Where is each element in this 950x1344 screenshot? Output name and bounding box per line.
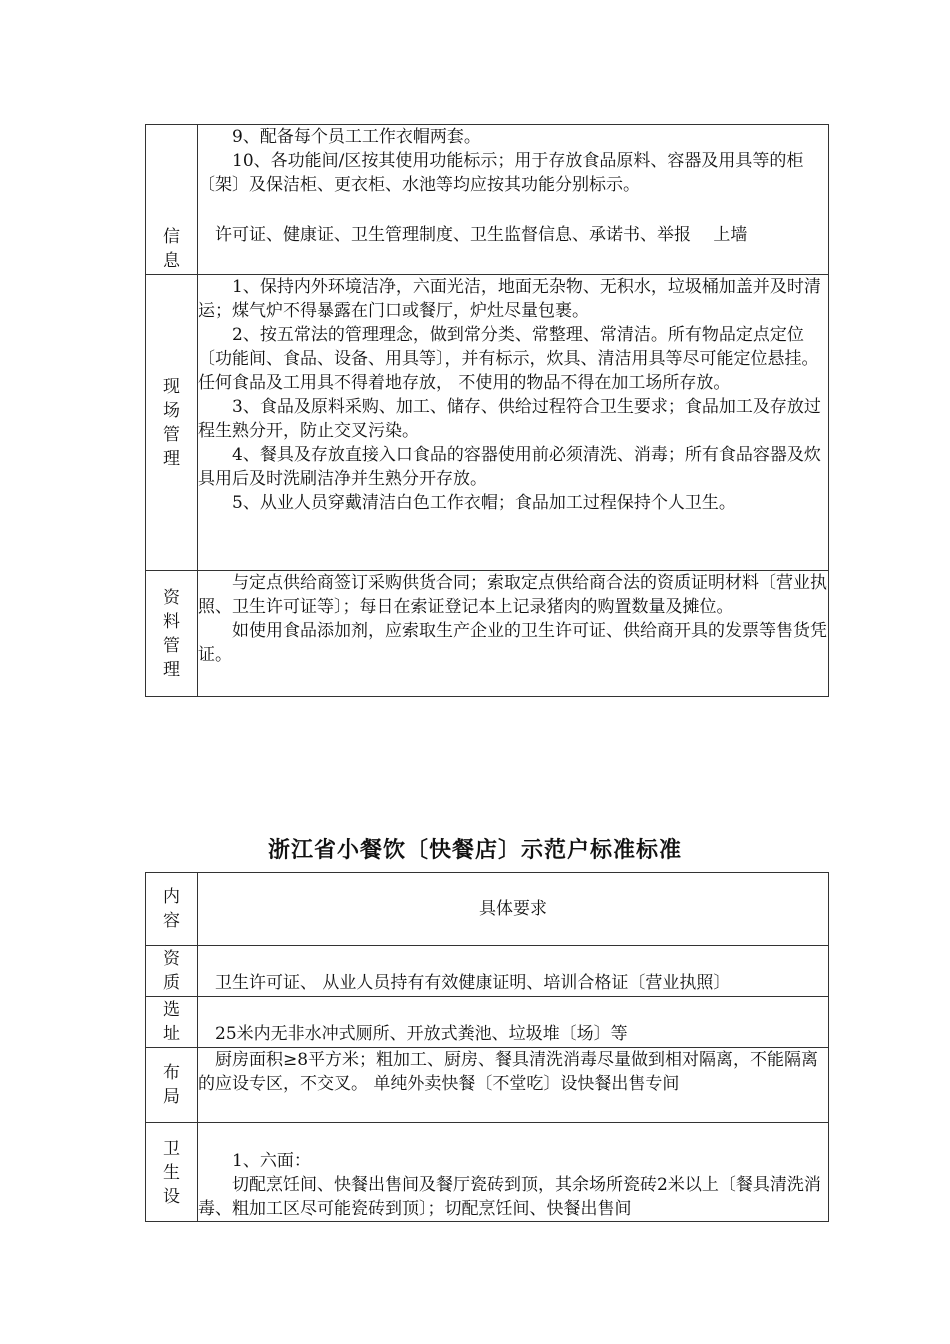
standards-table xyxy=(145,872,829,1222)
text-line: 如使用食品添加剂，应索取生产企业的卫生许可证、供给商开具的发票等售货凭证。 xyxy=(198,621,827,665)
row-label xyxy=(146,571,198,697)
table-header-row xyxy=(146,873,829,946)
label-text: 现场管理 xyxy=(163,376,180,469)
label-text: 信息 xyxy=(163,227,180,271)
text-line: 10、各功能间/区按其使用功能标示；用于存放食品原料、容器及用具等的柜〔架〕及保洁柜、更衣柜、水池等均应按其功能分别标示。 xyxy=(198,151,804,195)
row-content xyxy=(198,275,829,571)
text-line: 5、从业人员穿戴清洁白色工作衣帽；食品加工过程保持个人卫生。 xyxy=(232,493,736,513)
text-line: 厨房面积≥8平方米；粗加工、厨房、餐具清洗消毒尽量做到相对隔离，不能隔离的应设专区，不交叉。 单纯外卖快餐〔不堂吃〕设快餐出售专间 xyxy=(198,1050,819,1094)
row-label xyxy=(146,275,198,571)
text-line: 与定点供给商签订采购供货合同；索取定点供给商合法的资质证明材料〔营业执照、卫生许可证等〕；每日在索证登记本上记录猪肉的购置数量及摊位。 xyxy=(198,573,827,617)
row-content xyxy=(198,946,829,997)
table-row xyxy=(146,946,829,997)
text-line: 1、六面： xyxy=(232,1151,311,1171)
text-line: 切配烹饪间、快餐出售间及餐厅瓷砖到顶，其余场所瓷砖2米以上〔餐具清洗消毒、粗加工区尽可能瓷砖到顶〕；切配烹饪间、快餐出售间 xyxy=(198,1175,821,1219)
table-row xyxy=(146,571,829,697)
label-text: 资料管理 xyxy=(163,587,180,680)
table-row xyxy=(146,275,829,571)
text-line: 卫生许可证、 从业人员持有有效健康证明、培训合格证〔营业执照〕 xyxy=(215,973,731,993)
table-row xyxy=(146,1123,829,1222)
row-content xyxy=(198,1048,829,1123)
table-row xyxy=(146,125,829,275)
header-text: 具体要求 xyxy=(479,899,547,919)
table-row xyxy=(146,997,829,1048)
header-text: 内容 xyxy=(163,887,180,931)
label-text: 卫生设 xyxy=(163,1139,180,1207)
text-line: 3、食品及原料采购、加工、储存、供给过程符合卫生要求；食品加工及存放过程生熟分开，防止交叉污染。 xyxy=(198,397,821,441)
text-line: 9、配备每个员工工作衣帽两套。 xyxy=(232,127,481,147)
text-line: 25米内无非水冲式厕所、开放式粪池、垃圾堆〔场〕等 xyxy=(215,1024,628,1044)
row-label xyxy=(146,1048,198,1123)
requirements-table-continued xyxy=(145,124,829,697)
text-line: 许可证、健康证、卫生管理制度、卫生监督信息、承诺书、举报 上墙 xyxy=(215,225,748,245)
page-title: 浙江省小餐饮〔快餐店〕示范户标准标准 xyxy=(267,838,682,863)
header-content xyxy=(146,873,198,946)
row-label xyxy=(145,225,198,273)
text-line: 2、按五常法的管理理念，做到常分类、常整理、常清洁。所有物品定点定位〔功能间、食品、设备、用具等〕，并有标示，炊具、清洁用具等尽可能定位悬挂。任何食品及工用具不得着地存放， 不使用的物品不得在加工场所存放。 xyxy=(198,325,819,393)
text-line: 1、保持内外环境洁净，六面光洁，地面无杂物、无积水，垃圾桶加盖并及时清运；煤气炉不得暴露在门口或餐厅，炉灶尽量包裹。 xyxy=(198,277,821,321)
row-label xyxy=(146,997,198,1048)
row-label xyxy=(146,946,198,997)
row-content xyxy=(198,1123,829,1222)
row-label xyxy=(146,1123,198,1222)
label-text: 资质 xyxy=(163,949,180,993)
label-text: 选址 xyxy=(163,1000,180,1044)
label-text: 布局 xyxy=(163,1063,180,1107)
row-content xyxy=(198,571,829,697)
table-row xyxy=(146,1048,829,1123)
row-content xyxy=(198,125,829,275)
row-content xyxy=(198,997,829,1048)
text-line: 4、餐具及存放直接入口食品的容器使用前必须清洗、消毒；所有食品容器及炊具用后及时洗刷洁净并生熟分开存放。 xyxy=(198,445,821,489)
header-requirements xyxy=(198,873,829,946)
